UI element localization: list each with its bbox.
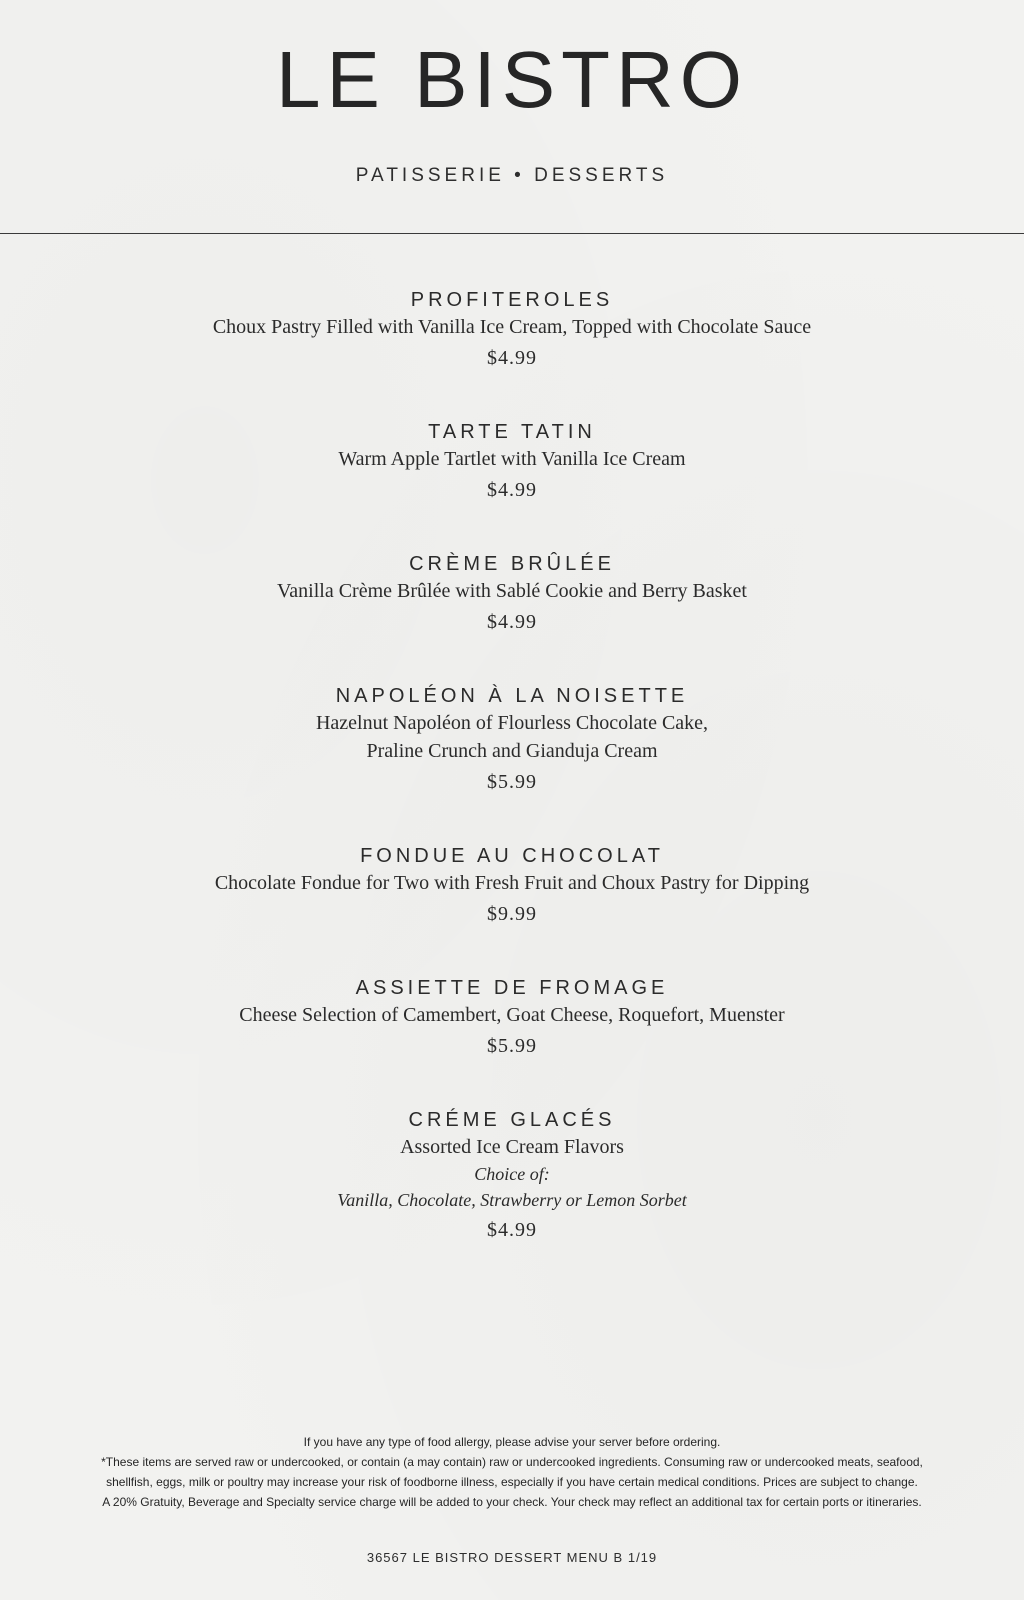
menu-item-price: $5.99	[487, 1035, 537, 1057]
disclaimer-line: *These items are served raw or undercooked, or contain (a may contain) raw or undercooked ingredients. Consuming raw or undercooked meats, seafood,	[101, 1455, 923, 1469]
menu-item-note: Vanilla, Chocolate, Strawberry or Lemon Sorbet	[337, 1190, 687, 1210]
menu-item-name: FONDUE AU CHOCOLAT	[360, 845, 664, 867]
menu-item	[0, 975, 1024, 1063]
menu-item-price: $4.99	[487, 347, 537, 369]
menu-item	[0, 287, 1024, 375]
menu-item-description	[0, 1001, 1024, 1029]
menu-item-price: $4.99	[487, 611, 537, 633]
menu-item-description-line: Warm Apple Tartlet with Vanilla Ice Cream	[338, 448, 686, 470]
menu-item-note: Choice of:	[474, 1164, 550, 1184]
header-divider	[0, 233, 1024, 234]
menu-item-description-line: Chocolate Fondue for Two with Fresh Fruit and Choux Pastry for Dipping	[214, 872, 810, 894]
menu-item-name: PROFITEROLES	[410, 289, 614, 311]
menu-item-description-line: Cheese Selection of Camembert, Goat Cheese, Roquefort, Muenster	[239, 1004, 785, 1026]
allergy-disclaimer	[0, 1432, 1024, 1512]
menu-subtitle: PATISSERIE • DESSERTS	[355, 165, 669, 186]
menu-item-name: CRÈME BRÛLÉE	[409, 553, 615, 575]
disclaimer-line: If you have any type of food allergy, please advise your server before ordering.	[303, 1435, 721, 1449]
menu-item-price: $9.99	[487, 903, 537, 925]
menu-item-description	[0, 577, 1024, 605]
menu-item-description-line: Vanilla Crème Brûlée with Sablé Cookie and Berry Basket	[277, 580, 747, 602]
disclaimer-line: shellfish, eggs, milk or poultry may increase your risk of foodborne illness, especially if you have certain medical conditions. Prices are subject to change.	[106, 1475, 918, 1489]
menu-item-name: NAPOLÉON À LA NOISETTE	[335, 685, 689, 707]
menu-item-description-line: Assorted Ice Cream Flavors	[400, 1136, 624, 1158]
disclaimer-line: A 20% Gratuity, Beverage and Specialty service charge will be added to your check. Your check may reflect an additional tax for certain ports or itineraries.	[102, 1495, 922, 1509]
menu-item-price: $4.99	[487, 1219, 537, 1241]
menu-item-description	[0, 709, 1024, 765]
menu-item-description	[0, 1133, 1024, 1161]
menu-item-name: ASSIETTE DE FROMAGE	[355, 977, 669, 999]
menu-item-price: $5.99	[487, 771, 537, 793]
menu-item-description-line: Choux Pastry Filled with Vanilla Ice Cream, Topped with Chocolate Sauce	[212, 316, 812, 338]
menu-item	[0, 843, 1024, 931]
menu-item	[0, 419, 1024, 507]
menu-item-description-line: Praline Crunch and Gianduja Cream	[366, 740, 658, 762]
menu-item-description	[0, 313, 1024, 341]
menu-item-description	[0, 869, 1024, 897]
menu-item-price: $4.99	[487, 479, 537, 501]
dessert-menu-list	[0, 287, 1024, 1291]
menu-item	[0, 551, 1024, 639]
menu-item-description	[0, 445, 1024, 473]
menu-item	[0, 683, 1024, 799]
menu-item-name: CRÉME GLACÉS	[408, 1109, 616, 1131]
document-code: 36567 LE BISTRO DESSERT MENU B 1/19	[366, 1550, 658, 1565]
brand-logo: LE BISTRO	[276, 35, 748, 124]
menu-item-name: TARTE TATIN	[428, 421, 596, 443]
menu-item	[0, 1107, 1024, 1247]
menu-item-description-line: Hazelnut Napoléon of Flourless Chocolate Cake,	[315, 712, 709, 734]
